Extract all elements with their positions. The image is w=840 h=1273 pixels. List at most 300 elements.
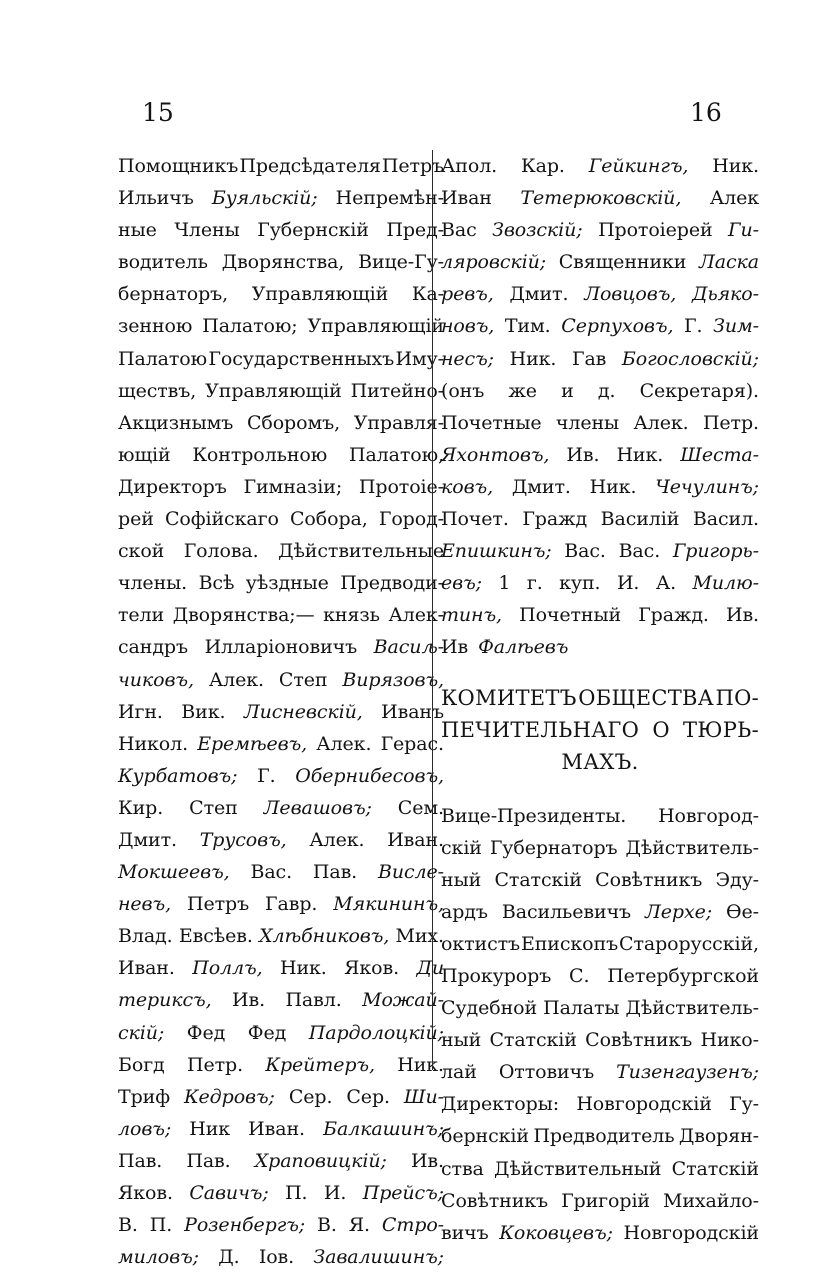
word: Ши- xyxy=(403,1085,444,1108)
word: Гражд. xyxy=(638,604,709,627)
text-line xyxy=(118,599,444,631)
page-number-right: 16 xyxy=(690,98,722,127)
word: Прейсъ; xyxy=(362,1182,444,1204)
word: П. xyxy=(285,1182,308,1204)
word: Дмит. xyxy=(511,475,571,498)
word: Ка- xyxy=(411,283,444,306)
text-line xyxy=(441,832,759,864)
word: новъ, xyxy=(441,315,495,338)
word: Новгородскій xyxy=(576,1093,712,1116)
word: Ник. xyxy=(712,155,759,177)
text-line xyxy=(118,182,444,214)
word: Висле- xyxy=(377,861,444,884)
word: Ник. xyxy=(279,957,327,980)
text-line xyxy=(118,824,444,856)
word: Статскій xyxy=(671,1157,759,1180)
word: Кар. xyxy=(521,155,565,177)
word: Хлѣбниковъ, xyxy=(259,925,390,948)
word: Епископъ xyxy=(520,932,619,955)
word: Иванъ xyxy=(381,700,444,723)
text-line xyxy=(118,1209,444,1241)
word: вичъ xyxy=(441,1221,489,1244)
text-line xyxy=(441,1153,759,1185)
text-line xyxy=(118,664,444,696)
word: Вик. xyxy=(181,700,226,723)
word: д. xyxy=(597,379,616,402)
word: Статскій xyxy=(494,868,582,891)
text-line xyxy=(118,343,444,375)
word: Иван. xyxy=(248,1117,305,1140)
text-line xyxy=(118,246,444,278)
word: и xyxy=(561,379,574,402)
word: Буяльскій; xyxy=(211,187,318,210)
word: Лисневскій, xyxy=(243,700,363,723)
text-line xyxy=(441,1024,759,1056)
word: Савичъ; xyxy=(189,1182,269,1204)
word: Ив. xyxy=(566,443,600,466)
word: Новгородскій xyxy=(623,1221,759,1244)
word: Коковцевъ; xyxy=(499,1221,613,1244)
word: Город- xyxy=(378,508,444,531)
word: Петръ xyxy=(381,155,444,177)
word: Директоры: xyxy=(441,1093,560,1116)
word: Яков. xyxy=(344,957,400,980)
word: тели xyxy=(118,604,165,627)
word: Алек xyxy=(709,187,759,210)
text-line xyxy=(118,792,444,824)
word: ТЮРЬ- xyxy=(683,717,759,742)
word: Гавр. xyxy=(265,893,318,916)
text-line xyxy=(441,471,759,503)
word: Палатою; xyxy=(202,315,298,338)
text-line xyxy=(118,856,444,888)
word: Степ xyxy=(189,796,238,819)
word: Ник. xyxy=(509,347,557,370)
word: Іов. xyxy=(258,1246,295,1269)
word: Сер. xyxy=(346,1085,390,1108)
word: Стро- xyxy=(381,1214,444,1237)
word: Григорь- xyxy=(672,540,759,563)
word: Алек. xyxy=(309,828,365,851)
word: Управляющій xyxy=(251,283,389,306)
word: же xyxy=(508,379,537,402)
word: Крейтеръ, xyxy=(265,1053,375,1076)
word: Управляющій xyxy=(205,379,342,402)
word: ный xyxy=(441,1029,482,1052)
word: Управляющій xyxy=(307,315,444,338)
word: ПО- xyxy=(715,685,759,710)
word: Алек- xyxy=(388,604,444,627)
word: Звозскій; xyxy=(492,219,583,242)
word: Никол. xyxy=(118,732,189,755)
word: Вас. xyxy=(250,861,293,884)
word: В. xyxy=(118,1214,138,1237)
word: Г. xyxy=(684,315,703,338)
word: Курбатовъ; xyxy=(118,764,238,787)
word: Директоръ xyxy=(118,475,227,498)
heading-gap xyxy=(441,778,759,800)
word: Государственныхъ xyxy=(208,347,395,370)
word: Мокшеевъ, xyxy=(118,861,230,884)
text-line xyxy=(441,631,759,663)
word: Вице-Гу- xyxy=(358,251,444,274)
word: Дьяко- xyxy=(691,283,759,306)
word: Всѣ xyxy=(198,572,235,595)
word: Прокуроръ xyxy=(441,964,552,987)
word: ства xyxy=(441,1157,484,1180)
text-line xyxy=(441,896,759,928)
text-line xyxy=(118,1049,444,1081)
word: члены. xyxy=(118,572,188,595)
word: Игн. xyxy=(118,700,163,723)
word: Храповицкій; xyxy=(254,1149,387,1172)
text-line xyxy=(118,1241,444,1273)
text-line xyxy=(441,864,759,896)
word: сандръ xyxy=(118,636,188,659)
word: несъ; xyxy=(441,347,494,370)
word: Балкашинъ; xyxy=(323,1117,444,1140)
text-line xyxy=(118,1113,444,1145)
word: Дворян- xyxy=(678,1125,759,1148)
word: Предводи- xyxy=(340,572,444,595)
word: Василій xyxy=(600,508,680,531)
text-line xyxy=(118,375,444,407)
word: Тетерюковскій, xyxy=(520,187,682,210)
text-line xyxy=(441,343,759,375)
text-line xyxy=(441,535,759,567)
word: Гражд xyxy=(522,508,588,531)
column-right-bottom xyxy=(441,800,759,1249)
word: Иван xyxy=(441,187,492,210)
word: чиковъ, xyxy=(118,668,194,691)
word: тинъ, xyxy=(441,604,502,627)
word: Совѣтникъ xyxy=(595,868,703,891)
text-line xyxy=(118,567,444,599)
word: скій; xyxy=(118,1021,165,1044)
word: ющій xyxy=(118,443,171,466)
word: Губернаторъ xyxy=(489,836,618,859)
word: Дѣйствительные xyxy=(278,540,444,563)
text-line xyxy=(118,471,444,503)
word: ловъ; xyxy=(118,1117,172,1140)
word: Собора, xyxy=(289,508,368,531)
word: Новгород- xyxy=(658,804,759,827)
word: Богд xyxy=(118,1053,165,1076)
word: Акцизнымъ xyxy=(118,411,234,434)
word: Непремѣн- xyxy=(335,187,444,210)
word: Пардолоцкій; xyxy=(308,1021,444,1044)
word: Евсѣев. xyxy=(178,925,253,948)
word: зенною xyxy=(118,315,193,338)
word: Гейкингъ, xyxy=(588,155,689,177)
word: Иван. xyxy=(118,957,175,980)
text-line xyxy=(441,567,759,599)
word: С. xyxy=(569,964,590,987)
text-line xyxy=(118,728,444,760)
page-number-left: 15 xyxy=(142,98,174,127)
word: Губернскій xyxy=(257,219,369,242)
word: Члены xyxy=(174,219,240,242)
word: Епишкинъ; xyxy=(441,540,552,563)
text-line xyxy=(118,310,444,342)
word: териксъ, xyxy=(118,989,212,1012)
text-line xyxy=(441,182,759,214)
word: Софійскаго xyxy=(164,508,279,531)
text-line xyxy=(441,439,759,471)
word: Палатою xyxy=(118,347,208,370)
word: Обернибесовъ, xyxy=(295,764,444,787)
text-line xyxy=(118,214,444,246)
text-line xyxy=(118,984,444,1016)
word: Апол. xyxy=(441,155,498,177)
word: Гу- xyxy=(729,1093,759,1116)
text-line xyxy=(118,503,444,535)
word: Тизенгаузенъ; xyxy=(616,1061,759,1084)
word: Васильевичъ xyxy=(501,900,632,923)
word: Влад. xyxy=(118,925,173,948)
word: Степ xyxy=(278,668,328,691)
word: Г. xyxy=(257,764,276,787)
word: Герас. xyxy=(380,732,444,755)
word: Ник. xyxy=(397,1053,444,1076)
word: Зим- xyxy=(713,315,759,338)
word: водитель xyxy=(118,251,208,274)
word: ской xyxy=(118,540,165,563)
word: Оттовичъ xyxy=(498,1061,595,1084)
text-line xyxy=(118,952,444,984)
word: Михайло- xyxy=(663,1189,759,1212)
word: Ник. xyxy=(616,443,664,466)
column-right xyxy=(441,150,759,1249)
text-line xyxy=(441,246,759,278)
word: Пред- xyxy=(386,219,444,242)
word: Ги- xyxy=(728,219,759,242)
word: Петр. xyxy=(186,1053,244,1076)
word: лай xyxy=(441,1061,477,1084)
word: Дмит. xyxy=(118,828,177,851)
word: Совѣтникъ xyxy=(441,1189,549,1212)
text-line xyxy=(118,1081,444,1113)
word: бернаторъ, xyxy=(118,283,229,306)
text-line xyxy=(441,1056,759,1088)
word: Ди xyxy=(416,957,444,980)
word: скій xyxy=(441,836,482,859)
word: невъ, xyxy=(118,893,172,916)
text-line xyxy=(441,599,759,631)
word: Палаты xyxy=(543,997,620,1020)
word: Почетные xyxy=(441,411,542,434)
word: О xyxy=(652,717,670,742)
word: Вас xyxy=(441,219,477,242)
text-line xyxy=(441,150,759,182)
word: Ильичъ xyxy=(118,187,194,210)
word: бернскій xyxy=(441,1125,529,1148)
word: Ив. xyxy=(410,1149,444,1172)
word: члены xyxy=(555,411,620,434)
word: Ив. xyxy=(232,989,266,1012)
word: ляровскій; xyxy=(441,251,547,274)
word: Кир. xyxy=(118,796,164,819)
word: Алек. xyxy=(316,732,372,755)
word: князь xyxy=(323,604,380,627)
word: Яков. xyxy=(118,1182,173,1204)
text-line xyxy=(118,535,444,567)
word: Дѣйствитель- xyxy=(625,836,759,859)
word: Управля- xyxy=(353,411,444,434)
word: Кедровъ; xyxy=(183,1085,275,1108)
text-line xyxy=(118,407,444,439)
word: Григорій xyxy=(561,1189,650,1212)
word: Сер. xyxy=(288,1085,333,1108)
word: Мякининъ, xyxy=(333,893,444,916)
text-line xyxy=(441,407,759,439)
word: Вице-Президенты. xyxy=(441,804,627,827)
word: Алек. xyxy=(208,668,264,691)
word: Я. xyxy=(348,1214,370,1237)
text-line xyxy=(118,150,444,182)
word: Дѣйствитель- xyxy=(625,997,759,1020)
word: Фед xyxy=(186,1021,226,1044)
word: Вас. xyxy=(564,540,606,563)
word: Питейно- xyxy=(350,379,444,402)
text-line xyxy=(441,375,759,407)
word: Можай- xyxy=(362,989,444,1012)
word: Пав. xyxy=(312,861,358,884)
word: МАХЪ. xyxy=(561,749,639,774)
word: Почет. xyxy=(441,508,509,531)
word: ардъ xyxy=(441,900,488,923)
word: Алек. xyxy=(633,411,689,434)
word: Ловцовъ, xyxy=(584,283,677,306)
word: Ив. xyxy=(725,604,759,627)
word: (онъ xyxy=(441,379,485,402)
word: Яхонтовъ, xyxy=(441,443,550,466)
word: Дворянства;— xyxy=(172,604,315,627)
word: Гав xyxy=(571,347,607,370)
word: И. xyxy=(616,572,640,595)
word: ществъ, xyxy=(118,379,197,402)
text-line xyxy=(118,631,444,663)
word: В. xyxy=(317,1214,337,1237)
word: Богословскій; xyxy=(621,347,759,370)
word: евъ; xyxy=(441,572,482,595)
word: Петербургской xyxy=(607,964,759,987)
text-line xyxy=(118,696,444,728)
word: Д. xyxy=(218,1246,240,1269)
text-line xyxy=(118,1017,444,1049)
word: Чечулинъ; xyxy=(655,475,759,498)
word: Протоіерей xyxy=(598,219,713,242)
text-line xyxy=(441,800,759,832)
word: рей xyxy=(118,508,154,531)
word: Эду- xyxy=(715,868,759,891)
word: А. xyxy=(655,572,677,595)
word: КОМИТЕТЪ xyxy=(441,685,577,710)
text-line xyxy=(118,1177,444,1209)
text-line xyxy=(441,960,759,992)
word: Нико- xyxy=(700,1029,759,1052)
word: Дмит. xyxy=(509,283,569,306)
word: Сборомъ, xyxy=(246,411,341,434)
text-line xyxy=(118,888,444,920)
word: Серпуховъ, xyxy=(561,315,674,338)
word: Завалишинъ; xyxy=(313,1246,444,1269)
text-line xyxy=(441,992,759,1024)
word: Левашовъ; xyxy=(263,796,372,819)
word: Дѣйствительный xyxy=(494,1157,662,1180)
word: куп. xyxy=(559,572,601,595)
text-line xyxy=(441,928,759,960)
word: Петр. xyxy=(702,411,759,434)
word: 1 xyxy=(498,572,511,595)
word: Лерхе; xyxy=(645,900,713,923)
word: Гимназіи; xyxy=(243,475,343,498)
word: Протоіе- xyxy=(358,475,444,498)
word: Шеста- xyxy=(680,443,759,466)
word: Голова. xyxy=(183,540,259,563)
word: Ив xyxy=(441,636,469,659)
text-line xyxy=(118,920,444,952)
word: ревъ, xyxy=(441,283,494,306)
word: Милю- xyxy=(692,572,759,595)
word: г. xyxy=(526,572,543,595)
word: Секретаря). xyxy=(639,379,759,402)
text-line xyxy=(118,760,444,792)
word: Иму- xyxy=(395,347,444,370)
word: Поллъ, xyxy=(192,957,263,980)
word: И. xyxy=(323,1182,347,1204)
word: Мих. xyxy=(395,925,444,948)
column-right-top xyxy=(441,150,759,664)
text-line xyxy=(441,682,759,714)
word: Вирязовъ, xyxy=(342,668,444,691)
word: ковъ, xyxy=(441,475,494,498)
text-line xyxy=(441,714,759,746)
text-line xyxy=(118,1145,444,1177)
word: Ласка xyxy=(699,251,759,274)
word: Сем. xyxy=(397,796,444,819)
word: Судебной xyxy=(441,997,538,1020)
word: Пав. xyxy=(186,1149,231,1172)
column-divider xyxy=(432,150,433,1070)
word: Палатою, xyxy=(348,443,444,466)
word: Статскій xyxy=(489,1029,577,1052)
word: Священники xyxy=(558,251,687,274)
text-line xyxy=(441,1185,759,1217)
column-left xyxy=(118,150,444,1273)
word: Васиљ- xyxy=(373,636,444,659)
word: Почетный xyxy=(519,604,622,627)
word: Дворянства, xyxy=(221,251,345,274)
text-line xyxy=(441,1120,759,1152)
text-line xyxy=(441,746,759,778)
word: Ник. xyxy=(589,475,637,498)
word: Иван. xyxy=(387,828,444,851)
word: Совѣтникъ xyxy=(585,1029,693,1052)
word: миловъ; xyxy=(118,1246,199,1269)
text-line xyxy=(441,214,759,246)
text-line xyxy=(441,503,759,535)
word: Фед xyxy=(247,1021,287,1044)
word: октистъ xyxy=(441,932,521,955)
word: Тим. xyxy=(504,315,551,338)
word: Трусовъ, xyxy=(199,828,287,851)
word: Розенбергъ; xyxy=(184,1214,306,1237)
word: Помощникъ xyxy=(118,155,239,177)
word: Петръ xyxy=(186,893,250,916)
text-line xyxy=(118,439,444,471)
word: Старорусскій, xyxy=(619,932,759,955)
